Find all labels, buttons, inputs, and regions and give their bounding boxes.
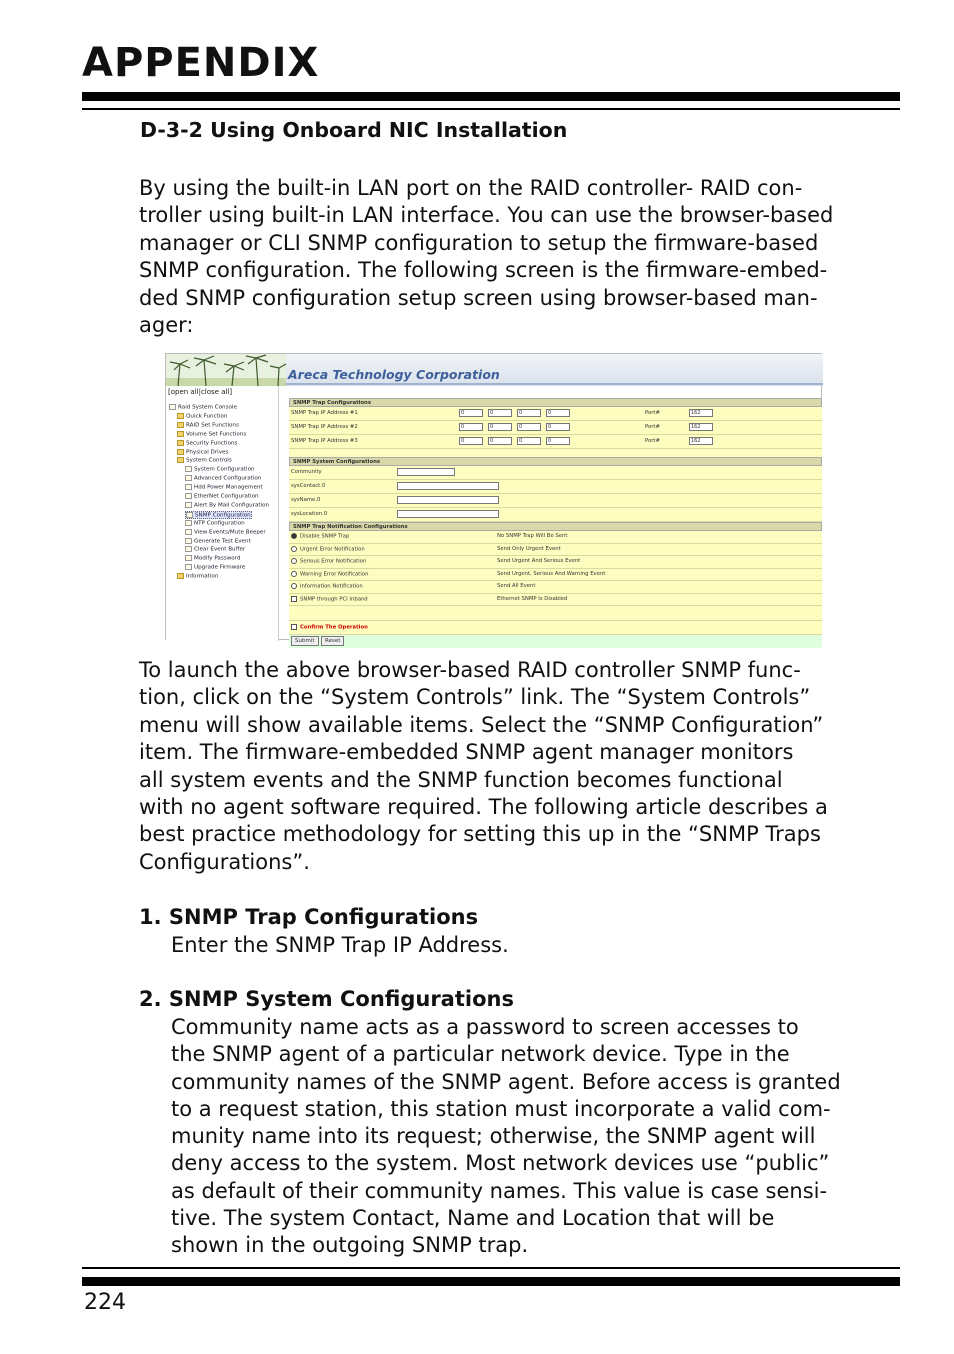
trap-row — [289, 407, 822, 421]
tree-item[interactable] — [185, 502, 269, 509]
footer-rule-thin — [82, 1267, 900, 1269]
trap-label: SNMP Trap IP Address #1 — [291, 410, 358, 416]
tree-item[interactable] — [185, 475, 261, 482]
system-input[interactable] — [397, 482, 499, 490]
page-number: 224 — [84, 1290, 126, 1315]
page-icon — [185, 538, 192, 544]
ip-octet-input[interactable]: 0 — [517, 423, 541, 431]
tree-item[interactable] — [185, 538, 251, 545]
tree-item-label: Information — [186, 573, 219, 580]
ip-octet-input[interactable]: 0 — [488, 437, 512, 445]
system-label: sysContact.0 — [291, 483, 326, 489]
tree-item[interactable] — [177, 431, 246, 438]
notify-row — [289, 531, 822, 544]
tree-item-label: Security Functions — [186, 440, 238, 447]
launch-line: menu will show available items. Select the “SNMP Configuration” — [139, 712, 824, 737]
ip-octet-input[interactable]: 0 — [459, 423, 483, 431]
page-icon — [186, 512, 193, 518]
notify-desc: No SNMP Trap Will Be Sent — [497, 533, 568, 539]
trap-row — [289, 421, 822, 435]
page-icon — [185, 555, 192, 561]
tree-item[interactable] — [185, 555, 240, 562]
ip-octet-input[interactable]: 0 — [459, 437, 483, 445]
tree-item-label: SNMP Configuration — [195, 512, 251, 519]
port-label: Port# — [645, 438, 660, 444]
tree-item[interactable] — [185, 529, 266, 536]
notify-desc: Ethernet SNMP Is Disabled — [497, 595, 568, 602]
launch-line: Configurations”. — [139, 849, 310, 874]
footer-rule-thick — [82, 1277, 900, 1286]
tree-item[interactable] — [177, 457, 232, 464]
intro-line: ager: — [139, 313, 194, 338]
intro-paragraph — [139, 175, 904, 339]
header-rule-thin — [82, 108, 900, 110]
system-label: sysName.0 — [291, 497, 321, 503]
page-header-title: APPENDIX — [82, 40, 320, 86]
tree-item[interactable] — [185, 564, 245, 571]
ip-octet-input[interactable]: 0 — [546, 437, 570, 445]
item1-line: Enter the SNMP Trap IP Address. — [171, 933, 509, 957]
notify-option: Warning Error Notification — [300, 571, 369, 577]
tree-item[interactable] — [169, 404, 237, 411]
intro-line: manager or CLI SNMP configuration to setup the firmware-based — [139, 230, 819, 255]
tree-item-label: Generate Test Event — [194, 538, 251, 544]
folder-icon — [177, 457, 184, 463]
launch-line: To launch the above browser-based RAID controller SNMP func- — [139, 658, 801, 682]
notify-desc: Send Urgent And Serious Event — [497, 558, 581, 564]
tree-item[interactable] — [185, 466, 255, 473]
launch-line: with no agent software required. The following article describes a — [139, 795, 828, 820]
trap-label: SNMP Trap IP Address #2 — [291, 424, 358, 430]
page-icon — [185, 475, 192, 481]
tree-item[interactable] — [177, 413, 227, 420]
ip-octet-input[interactable]: 0 — [546, 423, 570, 431]
launch-line: item. The firmware-embedded SNMP agent manager monitors — [139, 740, 794, 765]
ip-octet-input[interactable]: 0 — [488, 423, 512, 431]
folder-icon — [177, 431, 184, 437]
confirm-row — [289, 621, 822, 635]
page-icon — [185, 466, 192, 472]
trap-section-header: SNMP Trap Configurations — [289, 398, 822, 407]
tree-item-label: Clear Event Buffer — [194, 546, 246, 553]
item2-line: tive. The system Contact, Name and Location that will be — [171, 1206, 775, 1231]
item2-line: deny access to the system. Most network devices use “public” — [171, 1151, 830, 1176]
launch-paragraph — [139, 657, 904, 876]
notify-row — [289, 556, 822, 569]
page-icon — [185, 520, 192, 526]
page-icon — [185, 484, 192, 490]
notify-option: Serious Error Notification — [300, 558, 367, 565]
tree-item-label: RAID Set Functions — [186, 422, 239, 429]
trap-row — [289, 435, 822, 449]
system-input[interactable] — [397, 468, 455, 476]
tree-item[interactable] — [177, 449, 228, 456]
tree-item[interactable] — [177, 422, 239, 429]
tree-item-label: Physical Drives — [186, 449, 229, 455]
system-input[interactable] — [397, 496, 499, 504]
tree-item-label: Upgrade Firmware — [194, 564, 246, 571]
system-label: Community — [291, 469, 322, 475]
notify-row — [289, 544, 822, 557]
notify-section-header: SNMP Trap Notification Configurations — [289, 522, 822, 531]
notify-row — [289, 594, 822, 607]
page-icon — [185, 564, 192, 570]
notify-option: SNMP through PCI Inband — [300, 596, 368, 602]
system-input[interactable] — [397, 510, 499, 518]
tree-item[interactable] — [185, 484, 263, 491]
system-label: sysLocation.0 — [291, 511, 328, 517]
page-icon — [185, 502, 192, 508]
notify-checkbox[interactable] — [291, 596, 297, 602]
notify-radio[interactable] — [291, 571, 297, 577]
notify-option: Information Notification — [300, 583, 363, 590]
notify-rows — [289, 531, 822, 606]
folder-icon — [177, 440, 184, 446]
port-input[interactable]: 162 — [689, 409, 713, 417]
page-icon — [169, 404, 176, 410]
notify-desc: Send Only Urgent Event — [497, 545, 561, 552]
folder-icon — [177, 449, 184, 455]
item2-line: the SNMP agent of a particular network device. Type in the — [171, 1042, 790, 1067]
system-row — [289, 494, 822, 508]
notify-row — [289, 581, 822, 594]
notify-radio[interactable] — [291, 533, 297, 539]
tree-item[interactable] — [185, 546, 245, 553]
tree-item-label: EtherNet Configuration — [194, 493, 259, 500]
ip-octet-input[interactable]: 0 — [546, 409, 570, 417]
item1-body — [171, 932, 911, 959]
navigation-tree — [166, 386, 279, 641]
folder-icon — [177, 422, 184, 428]
notify-option: Disable SNMP Trap — [300, 533, 350, 540]
tree-item-label: Raid System Console — [178, 404, 237, 411]
tree-item-label: View Events/Mute Beeper — [194, 529, 266, 536]
trap-label: SNMP Trap IP Address #3 — [291, 438, 358, 444]
notify-radio[interactable] — [291, 546, 297, 552]
port-input[interactable]: 162 — [689, 423, 713, 431]
confirm-checkbox[interactable] — [291, 624, 297, 630]
system-rows — [289, 466, 822, 522]
folder-icon — [177, 573, 184, 579]
tree-item-label: Volume Set Functions — [186, 431, 247, 438]
ip-octet-input[interactable]: 0 — [488, 409, 512, 417]
submit-button[interactable]: Submit — [291, 636, 319, 646]
item2-line: to a request station, this station must incorporate a valid com- — [171, 1096, 831, 1121]
port-label: Port# — [645, 410, 660, 416]
tree-item[interactable] — [177, 573, 218, 580]
section-heading: D-3-2 Using Onboard NIC Installation — [140, 118, 568, 142]
item2-heading: 2. SNMP System Configurations — [139, 987, 514, 1011]
item2-line: community names of the SNMP agent. Before access is granted — [171, 1069, 841, 1094]
notify-radio[interactable] — [291, 583, 297, 589]
tree-item-label: System Controls — [186, 457, 232, 464]
trap-rows — [289, 407, 822, 449]
web-manager-banner — [166, 354, 823, 386]
ip-octet-input[interactable]: 0 — [517, 437, 541, 445]
item2-line: munity name into its request; otherwise, the SNMP agent will — [171, 1124, 816, 1149]
system-row — [289, 508, 822, 522]
port-label: Port# — [645, 424, 660, 430]
intro-line: troller using built-in LAN interface. You can use the browser-based — [139, 203, 834, 228]
item2-line: Community name acts as a password to screen accesses to — [171, 1015, 799, 1039]
palm-trees-image — [166, 354, 286, 386]
tree-item[interactable] — [177, 440, 237, 447]
tree-item-label: Hdd Power Management — [194, 484, 263, 491]
tree-item-label: Modify Password — [194, 555, 241, 562]
tree-item-label: Quick Function — [186, 413, 228, 420]
page-icon — [185, 546, 192, 552]
config-panel — [289, 398, 822, 648]
item1-heading: 1. SNMP Trap Configurations — [139, 905, 479, 929]
snmp-config-screenshot — [165, 353, 822, 644]
launch-line: tion, click on the “System Controls” link. The “System Controls” — [139, 685, 811, 710]
tree-item[interactable] — [185, 511, 252, 520]
tree-item-label: NTP Configuration — [194, 520, 245, 527]
notify-radio[interactable] — [291, 558, 297, 564]
tree-item[interactable] — [185, 520, 245, 527]
page-icon — [185, 493, 192, 499]
notify-desc: Send Urgent, Serious And Warning Event — [497, 570, 606, 577]
button-row — [289, 635, 822, 648]
reset-button[interactable]: Reset — [321, 636, 344, 646]
system-row — [289, 480, 822, 494]
banner-underline — [286, 383, 823, 385]
page-icon — [185, 529, 192, 535]
notify-desc: Send All Event — [497, 583, 536, 589]
intro-line: ded SNMP configuration setup screen using browser-based man- — [139, 285, 818, 310]
spacer — [289, 606, 822, 621]
launch-line: all system events and the SNMP function becomes functional — [139, 767, 783, 792]
launch-line: best practice methodology for setting this up in the “SNMP Traps — [139, 822, 821, 847]
ip-octet-input[interactable]: 0 — [459, 409, 483, 417]
open-close-all-link[interactable]: [open all|close all] — [168, 388, 233, 396]
system-section-header: SNMP System Configurations — [289, 457, 822, 466]
system-row — [289, 466, 822, 480]
tree-item-label: System Configuration — [194, 466, 255, 473]
header-rule-thick — [82, 92, 900, 101]
intro-line: By using the built-in LAN port on the RAID controller- RAID con- — [139, 176, 803, 200]
intro-line: SNMP configuration. The following screen is the firmware-embed- — [139, 258, 828, 283]
port-input[interactable]: 162 — [689, 437, 713, 445]
ip-octet-input[interactable]: 0 — [517, 409, 541, 417]
tree-item-label: Advanced Configuration — [194, 475, 262, 482]
item2-line: as default of their community names. This value is case sensi- — [171, 1178, 828, 1203]
tree-item-label: Alert By Mail Configuration — [194, 502, 270, 509]
folder-icon — [177, 413, 184, 419]
item2-line: shown in the outgoing SNMP trap. — [171, 1233, 529, 1258]
spacer — [289, 449, 822, 457]
item2-body — [171, 1014, 911, 1260]
confirm-label: Confirm The Operation — [300, 624, 368, 631]
notify-row — [289, 569, 822, 582]
banner-title: Areca Technology Corporation — [288, 367, 500, 382]
notify-option: Urgent Error Notification — [300, 546, 365, 552]
tree-item[interactable] — [185, 493, 259, 500]
